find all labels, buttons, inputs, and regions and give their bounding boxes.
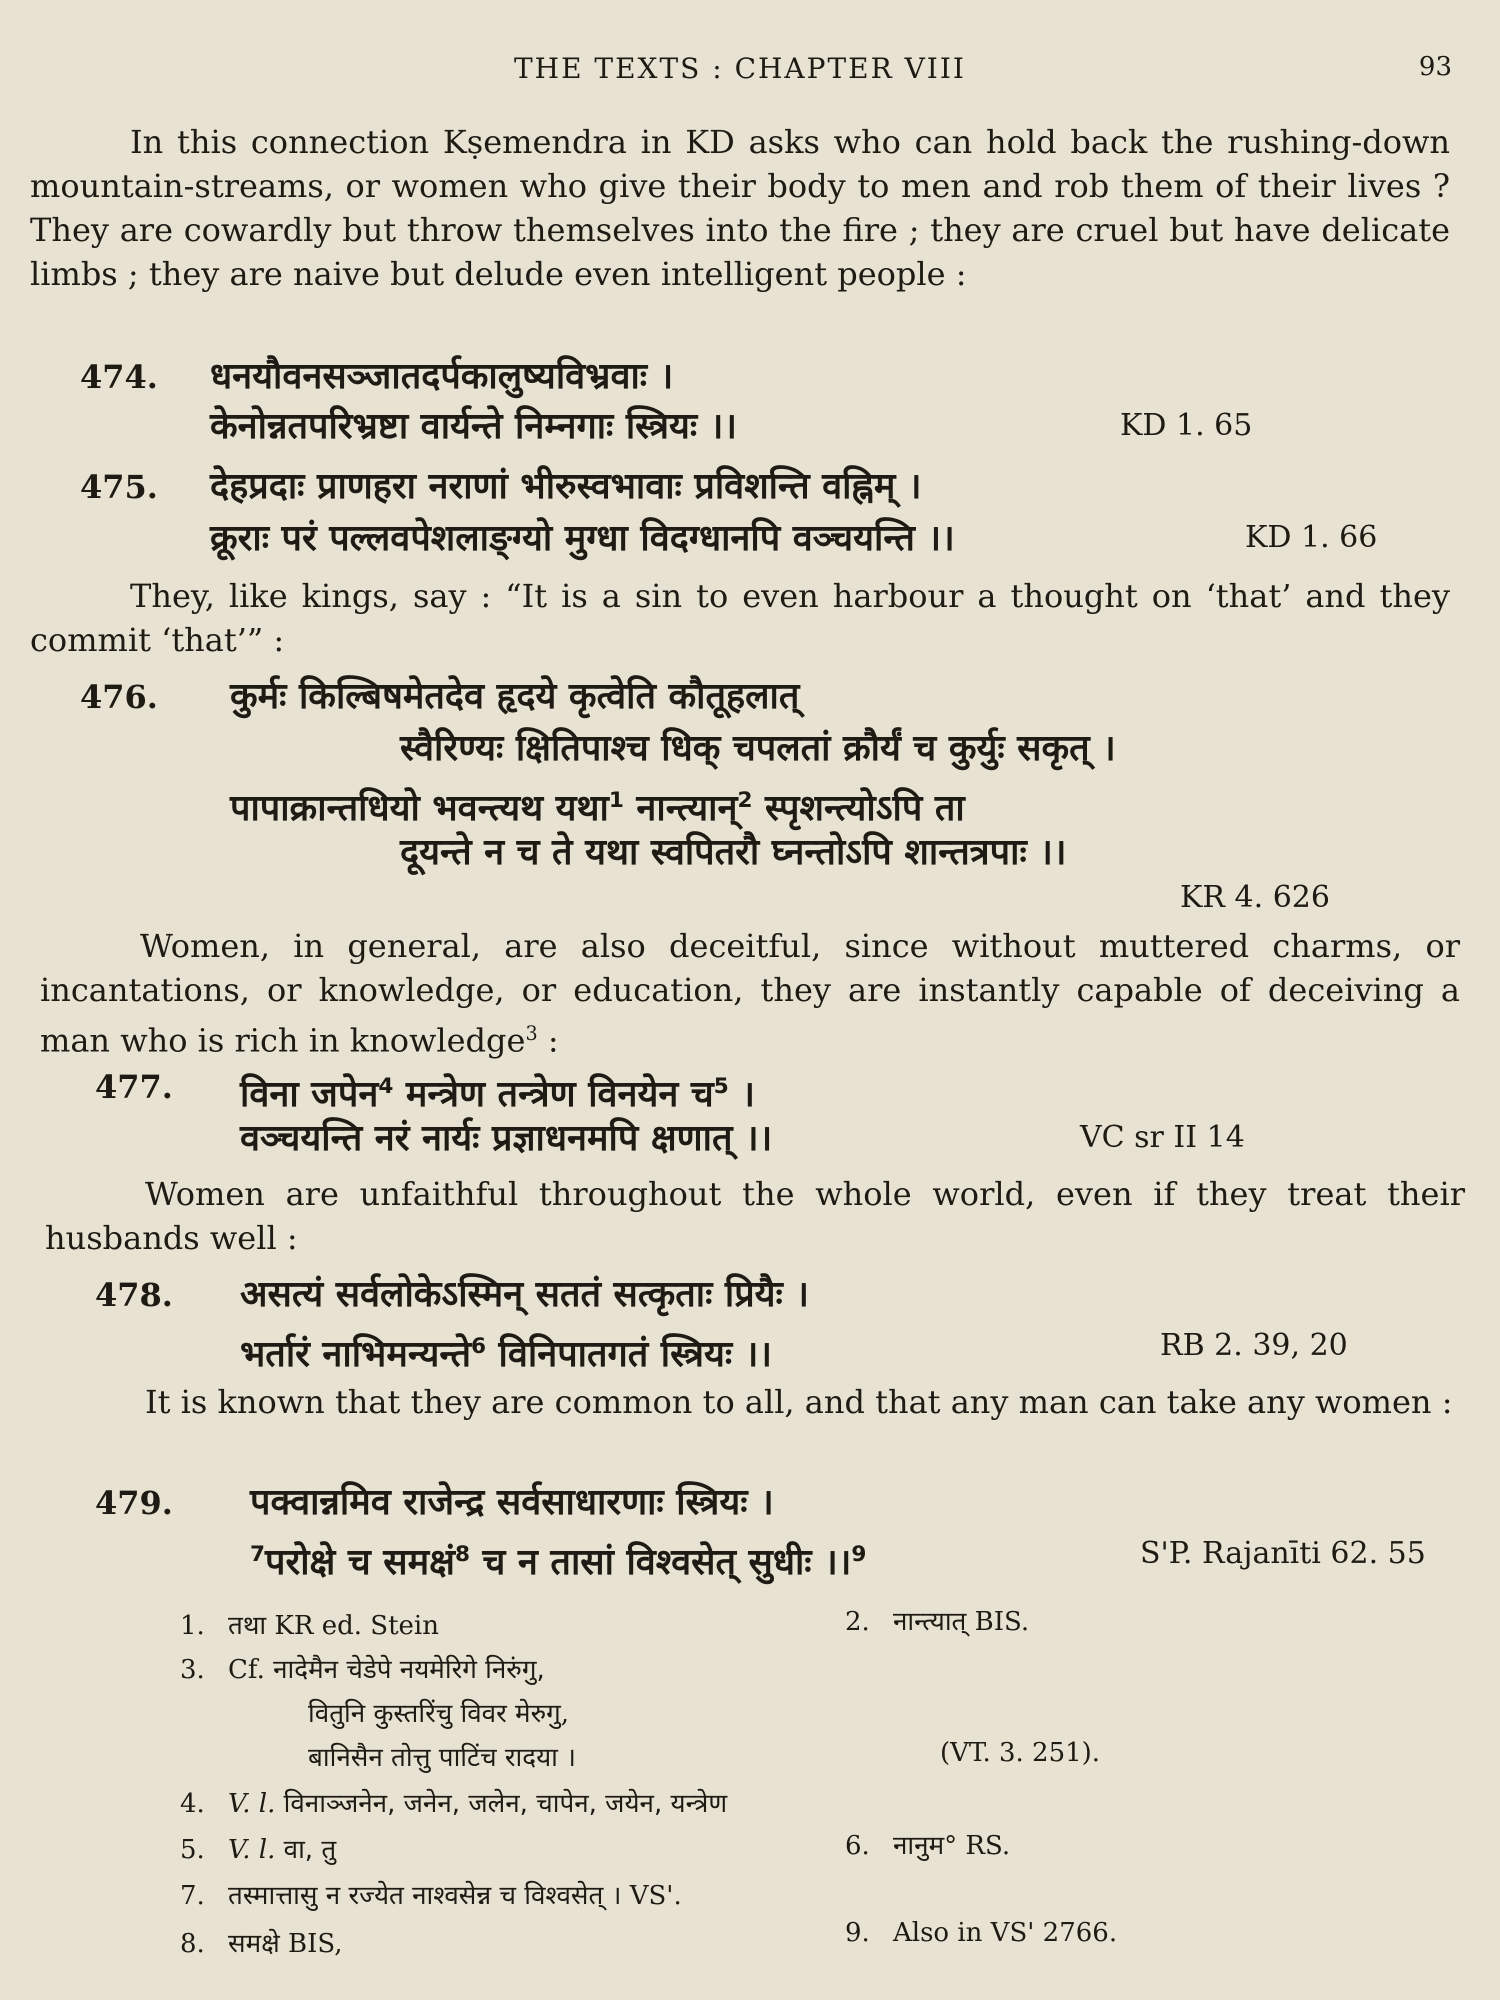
footnote-marker: 4 [378,1074,394,1099]
verse-line [250,1530,866,1588]
footnote-number: 8. [180,1929,205,1959]
footnote-9 [845,1918,1117,1948]
footnote-3-line-2: वितुनि कुस्तरिंचु विवर मेरुगु, [308,1699,570,1729]
verse-line: पक्वान्नमिव राजेन्द्र सर्वसाधारणाः स्त्रियः । [250,1482,774,1523]
footnote-5 [180,1830,336,1866]
footnote-7 [180,1876,682,1912]
verse-source: KD 1. 65 [1120,408,1253,443]
verse-line-part: नान्त्यान् [623,788,738,829]
footnote-text: VS'. [621,1881,682,1911]
footnote-6 [845,1826,1010,1862]
verse-line-part: मन्त्रेण तन्त्रेण विनयेन च [393,1074,714,1115]
verse-line-part: पापाक्रान्तधियो भवन्त्यथ यथा [230,788,609,829]
footnote-8 [180,1924,343,1960]
paragraph-kings-text: They, like kings, say : “It is a sin to even harbour a thought on ‘that’ and they commit ‘that’” : [30,577,1450,659]
footnote-marker: 5 [713,1074,729,1099]
paragraph-kings [30,574,1450,662]
footnote-number: 3. [180,1655,205,1685]
verse-line-part: विनिपातगतं स्त्रियः ।। [486,1334,772,1375]
footnote-marker: 8 [454,1542,470,1567]
verse-line: देहप्रदाः प्राणहरा नराणां भीरुस्वभावाः प्रविशन्ति वह्निम् । [210,466,922,507]
footnote-marker: 1 [608,788,624,813]
footnote-marker: 7 [250,1542,266,1567]
verse-number: 479. [95,1484,173,1522]
footnote-3-reference: (VT. 3. 251). [940,1738,1101,1768]
footnote-deva: तथा [228,1611,267,1641]
footnote-deva: नादेमैन चेडेपे नयमेरिगे निरुंगु, [273,1655,545,1685]
verse-line [230,776,965,834]
footnote-4 [180,1784,727,1820]
footnote-marker: 3 [525,1022,538,1045]
verse-number: 478. [95,1276,173,1314]
paragraph-deceitful-text: Women, in general, are also deceitful, since without muttered charms, or incantations, or knowledge, or education, they are instantly capable of deceiving a man who is rich in knowledge [40,927,1460,1060]
paragraph-intro-text: In this connection Kṣemendra in KD asks who can hold back the rushing-down mountain-streams, or women who give their body to men and rob them of their lives ? They are cowardly but throw themselves into the fire ; they are cruel but have delicate limbs ; they are naive but delude even intelligent people : [30,123,1450,293]
footnote-marker: 2 [737,788,753,813]
running-header [0,52,1500,92]
footnote-number: 1. [180,1611,205,1641]
verse-line: असत्यं सर्वलोकेऽस्मिन् सततं सत्कृताः प्रियैः । [240,1274,810,1315]
footnote-text: RS. [957,1831,1011,1861]
verse-line: वञ्चयन्ति नरं नार्यः प्रज्ञाधनमपि क्षणात् ।। [240,1118,773,1159]
footnote-deva: नानुम° [893,1831,958,1861]
footnote-3 [180,1650,545,1686]
footnote-2 [845,1602,1029,1638]
footnote-number: 4. [180,1789,205,1819]
verse-line-part: भर्तारं नाभिमन्यन्ते [240,1334,471,1375]
footnote-marker: 6 [470,1334,487,1359]
verse-line-part: च न तासां विश्वसेत् सुधीः ।। [469,1542,852,1583]
verse-number: 476. [80,678,158,716]
verse-line: दूयन्ते न च ते यथा स्वपितरौ घ्नन्तोऽपि शान्तत्रपाः ।। [400,832,1067,873]
verse-line: कुर्मः किल्बिषमेतदेव हृदये कृत्वेति कौतूहलात् [230,676,800,717]
footnote-number: 9. [845,1918,870,1948]
verse-line: स्वैरिण्यः क्षितिपाश्च धिक् चपलतां क्रौर्यं च कुर्युः सकृत् । [400,728,1116,769]
verse-line: केनोन्नतपरिभ्रष्टा वार्यन्ते निम्नगाः स्त्रियः ।। [210,406,738,447]
footnote-3-line-3: बानिसैन तोत्तु पाटिंच रादया । [308,1743,577,1773]
footnote-text: V. l. [228,1789,284,1819]
footnote-text: V. l. [228,1835,284,1865]
footnote-text: Also in VS' 2766. [893,1918,1118,1948]
verse-line-part: । [728,1074,755,1115]
paragraph-deceitful [40,924,1460,1063]
paragraph-common [45,1380,1465,1424]
footnote-text: Cf. [228,1655,274,1685]
footnote-deva: विनाञ्जनेन, जनेन, जलेन, चापेन, जयेन, यन्त्रेण [283,1789,728,1819]
footnote-text: KR ed. Stein [266,1611,439,1641]
paragraph-deceitful-end: : [537,1021,559,1060]
footnote-number: 6. [845,1831,870,1861]
footnote-marker: 9 [851,1542,867,1567]
verse-source: RB 2. 39, 20 [1160,1328,1348,1363]
paragraph-unfaithful-text: Women are unfaithful throughout the whole world, even if they treat their husbands well : [45,1175,1465,1257]
verse-source: S'P. Rajanīti 62. 55 [1140,1536,1426,1571]
verse-source: KD 1. 66 [1245,520,1378,555]
verse-line-part: विना जपेन [240,1074,379,1115]
verse-line [240,1062,755,1120]
footnote-1 [180,1606,439,1642]
footnote-deva: नान्त्यात् [893,1607,967,1637]
verse-line-part: परोक्षे च समक्षं [265,1542,455,1583]
footnote-number: 5. [180,1835,205,1865]
verse-line: क्रूराः परं पल्लवपेशलाङ्ग्यो मुग्धा विदग्धानपि वञ्चयन्ति ।। [210,518,955,559]
page-number: 93 [1418,52,1452,82]
paragraph-common-text: It is known that they are common to all, and that any man can take any women : [145,1383,1453,1421]
footnote-deva: समक्षे [228,1929,280,1959]
paragraph-intro [30,120,1450,296]
chapter-title: THE TEXTS : CHAPTER VIII [514,52,966,85]
verse-line [240,1322,772,1380]
verse-number: 474. [80,358,158,396]
verse-line: धनयौवनसञ्जातदर्पकालुष्यविभ्रवाः । [210,356,674,397]
footnote-number: 2. [845,1607,870,1637]
footnote-deva: वा, तु [283,1835,337,1865]
verse-number: 477. [95,1068,173,1106]
verse-source: KR 4. 626 [1180,880,1330,915]
footnote-text: BIS, [279,1929,343,1959]
paragraph-unfaithful [45,1172,1465,1260]
verse-source: VC sr II 14 [1080,1120,1245,1155]
footnote-deva: तस्मात्तासु न रज्येत नाश्वसेन्न च विश्वसेत् । [228,1881,622,1911]
footnote-text: BIS. [966,1607,1030,1637]
verse-number: 475. [80,468,158,506]
footnote-number: 7. [180,1881,205,1911]
verse-line-part: स्पृशन्त्योऽपि ता [752,788,965,829]
